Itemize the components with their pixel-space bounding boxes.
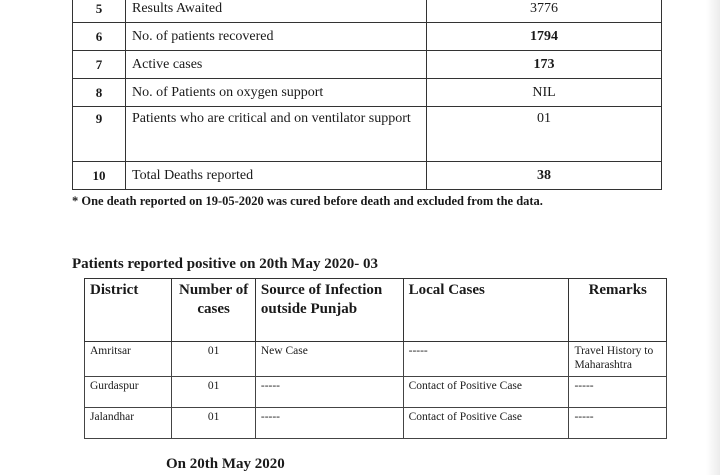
section-heading: Patients reported positive on 20th May 2020- 03: [72, 256, 378, 272]
source-cell: -----: [255, 377, 403, 408]
source-cell: -----: [255, 408, 403, 439]
table-header-row: [85, 279, 667, 342]
number-cell: 01: [172, 408, 255, 439]
footnote: * One death reported on 19-05-2020 was cured before death and excluded from the data.: [72, 194, 543, 208]
row-label: Active cases: [126, 51, 427, 79]
footer-heading: On 20th May 2020: [166, 456, 285, 472]
serial-number: 9: [73, 107, 126, 162]
remarks-cell: -----: [569, 408, 667, 439]
table-row: [85, 408, 667, 439]
serial-number: 7: [73, 51, 126, 79]
serial-number: 5: [73, 0, 126, 23]
row-label: No. of patients recovered: [126, 23, 427, 51]
local-cell: -----: [403, 342, 569, 377]
number-cell: 01: [172, 342, 255, 377]
row-value: 01: [427, 107, 662, 162]
table-row: [73, 162, 662, 190]
district-cell: Jalandhar: [85, 408, 172, 439]
table-row: [73, 107, 662, 162]
table-row: [73, 51, 662, 79]
column-header-remarks: Remarks: [569, 279, 667, 342]
local-cell: Contact of Positive Case: [403, 408, 569, 439]
row-value: 173: [427, 51, 662, 79]
row-label: Results Awaited: [126, 0, 427, 23]
row-value: 1794: [427, 23, 662, 51]
column-header-district: District: [85, 279, 172, 342]
row-label: Patients who are critical and on ventilator support: [126, 107, 427, 162]
remarks-cell: -----: [569, 377, 667, 408]
table-row: [85, 377, 667, 408]
row-label: No. of Patients on oxygen support: [126, 79, 427, 107]
serial-number: 10: [73, 162, 126, 190]
positive-cases-table: [84, 278, 667, 439]
serial-number: 8: [73, 79, 126, 107]
row-value: 38: [427, 162, 662, 190]
source-cell: New Case: [255, 342, 403, 377]
remarks-cell: Travel History to Maharashtra: [569, 342, 667, 377]
table-row: [73, 23, 662, 51]
table-row: [73, 0, 662, 23]
district-cell: Amritsar: [85, 342, 172, 377]
column-header-local: Local Cases: [403, 279, 569, 342]
district-cell: Gurdaspur: [85, 377, 172, 408]
table-row: [73, 79, 662, 107]
local-cell: Contact of Positive Case: [403, 377, 569, 408]
serial-number: 6: [73, 23, 126, 51]
table-row: [85, 342, 667, 377]
page-edge-shadow: [706, 0, 720, 475]
row-label: Total Deaths reported: [126, 162, 427, 190]
column-header-number: Number of cases: [172, 279, 255, 342]
summary-table: [72, 0, 662, 190]
number-cell: 01: [172, 377, 255, 408]
row-value: 3776: [427, 0, 662, 23]
column-header-source: Source of Infection outside Punjab: [255, 279, 403, 342]
row-value: NIL: [427, 79, 662, 107]
